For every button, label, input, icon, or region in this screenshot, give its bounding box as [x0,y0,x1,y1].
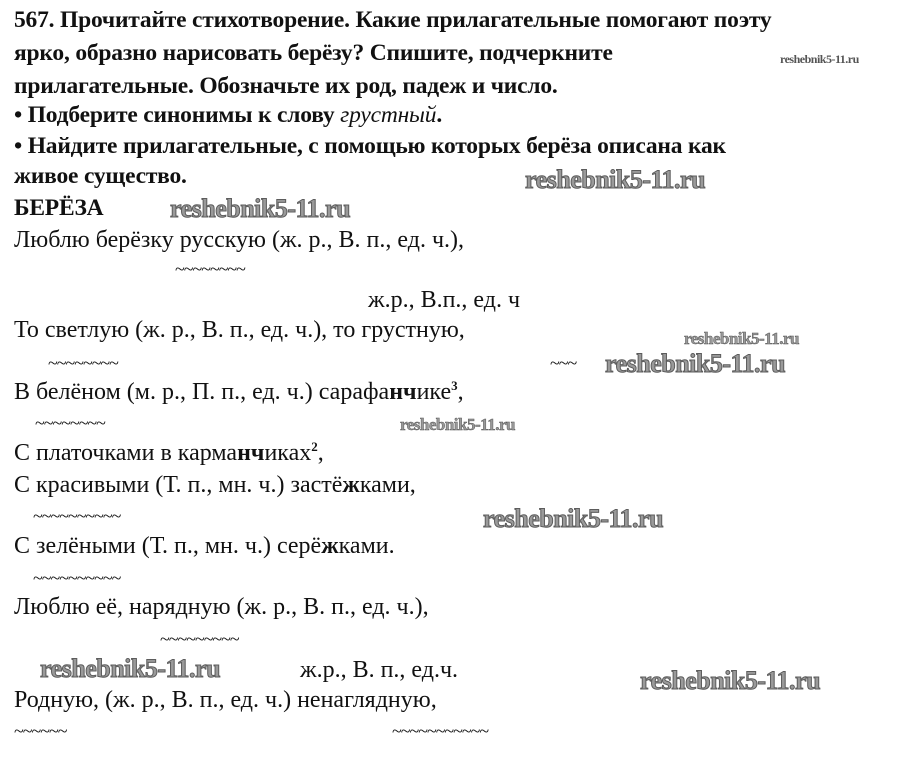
bold-letters: нч [237,440,265,466]
annotation-1: ж.р., В.п., ед. ч [368,287,521,313]
task-bullet-2-line-2: живое существо. [14,163,187,189]
bullet-suffix: . [436,102,443,128]
text: С зелёными (Т. п., мн. ч.) серё [14,533,322,559]
text: , [457,379,464,405]
task-bullet-2-line-1: • Найдите прилагательные, с помощью которых берёза описана как [14,133,726,159]
wavy-underline: ~~~~~~~~~~ [33,568,121,588]
wavy-underline: ~~~~~~~~~ [160,629,239,649]
annotation-2: ж.р., В. п., ед.ч. [300,657,459,683]
footnote-mark: 3 [451,378,458,393]
bold-letters: нч [389,379,417,405]
watermark: reshebnik5-11.ru [525,165,706,194]
text: В белёном (м. р., П. п., ед. ч.) сарафа [14,379,390,405]
poem-line-2: То светлую (ж. р., В. п., ед. ч.), то грустную, [14,317,465,343]
task-line-3: прилагательные. Обозначьте их род, падеж и число. [14,73,558,99]
bullet-text: • Подберите синонимы к слову [14,102,341,128]
footnote-mark: 2 [311,439,318,454]
wavy-underline: ~~~~~~ [14,721,67,741]
watermark: reshebnik5-11.ru [605,349,786,378]
task-line-1: 567. Прочитайте стихотворение. Какие прилагательные помогают поэту [14,7,772,33]
poem-line-3 [14,378,464,406]
poem-line-6 [14,532,395,560]
task-line-2: ярко, образно нарисовать берёзу? Спишите, подчеркните [14,40,613,66]
poem-title: БЕРЁЗА [14,195,104,221]
text: иках [264,440,312,466]
watermark: reshebnik5-11.ru [400,415,515,434]
wavy-underline: ~~~~~~~~ [35,413,105,433]
text: С красивыми (Т. п., мн. ч.) застё [14,472,343,498]
watermark: reshebnik5-11.ru [170,194,351,223]
wavy-underline: ~~~~~~~~ [48,353,118,373]
text: ками, [359,472,416,498]
poem-line-1: Люблю берёзку русскую (ж. р., В. п., ед. ч.), [14,227,464,253]
watermark: reshebnik5-11.ru [780,52,859,66]
wavy-underline: ~~~ [550,353,577,373]
text: , [317,440,324,466]
bold-letters: ж [321,533,339,559]
watermark: reshebnik5-11.ru [684,329,799,348]
watermark: reshebnik5-11.ru [640,666,821,695]
text: С платочками в карма [14,440,238,466]
poem-line-8: Родную, (ж. р., В. п., ед. ч.) ненаглядную, [14,687,437,713]
italic-word: грустный [340,102,437,128]
text: ике [416,379,452,405]
text: ками. [338,533,395,559]
poem-line-5 [14,471,416,499]
watermark: reshebnik5-11.ru [483,504,664,533]
poem-line-7: Люблю её, нарядную (ж. р., В. п., ед. ч.), [14,594,429,620]
wavy-underline: ~~~~~~~~~~~ [392,721,489,741]
watermark: reshebnik5-11.ru [40,654,221,683]
poem-line-4 [14,439,324,467]
wavy-underline: ~~~~~~~~~~ [33,506,121,526]
bold-letters: ж [342,472,360,498]
task-bullet-1 [14,101,442,129]
wavy-underline: ~~~~~~~~ [175,259,245,279]
